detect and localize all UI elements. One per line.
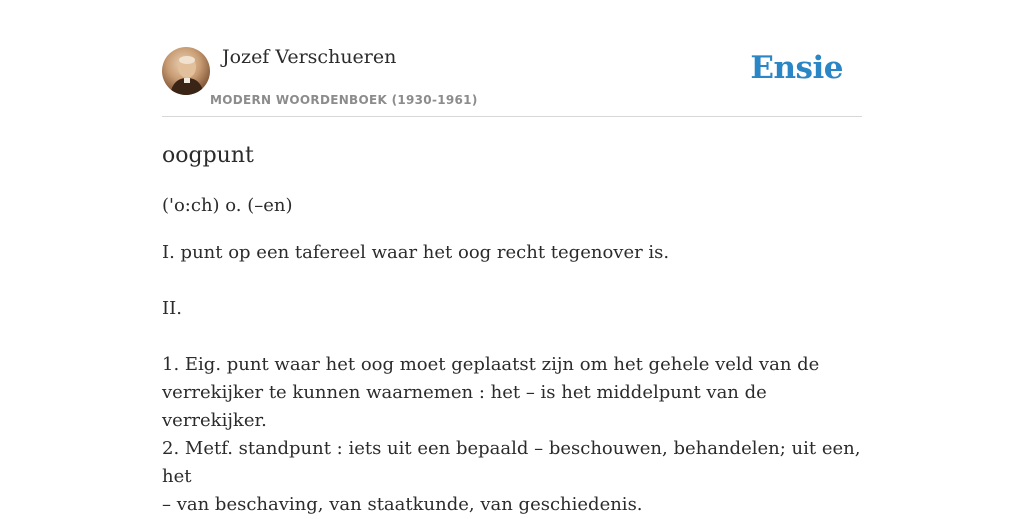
sub-sense-1-line-2: verrekijker te kunnen waarnemen : het – is het middelpunt van de verrekijker. xyxy=(162,382,767,431)
sense-1: I. punt op een tafereel waar het oog recht tegenover is. xyxy=(162,242,670,263)
sub-sense-2-line-2: – van beschaving, van staatkunde, van geschiedenis. xyxy=(162,494,643,515)
brand-logo[interactable]: Ensie xyxy=(750,50,843,86)
portrait-icon xyxy=(162,47,210,95)
entry-term: oogpunt xyxy=(162,143,254,168)
spacer xyxy=(162,267,862,295)
entry-definition xyxy=(162,239,862,519)
entry-header xyxy=(162,36,862,117)
source-name[interactable]: MODERN WOORDENBOEK (1930-1961) xyxy=(210,93,478,107)
entry-pronunciation: ('o:ch) o. (–en) xyxy=(162,195,293,216)
entry-card xyxy=(162,36,862,519)
sub-sense-2-line-1: 2. Metf. standpunt : iets uit een bepaald – beschouwen, behandelen; uit een, het xyxy=(162,438,861,487)
spacer xyxy=(162,323,862,351)
author-name[interactable]: Jozef Verschueren xyxy=(222,46,397,68)
sense-2-heading: II. xyxy=(162,298,182,319)
sub-sense-1-line-1: 1. Eig. punt waar het oog moet geplaatst zijn om het gehele veld van de xyxy=(162,354,820,375)
author-avatar[interactable] xyxy=(162,47,210,95)
